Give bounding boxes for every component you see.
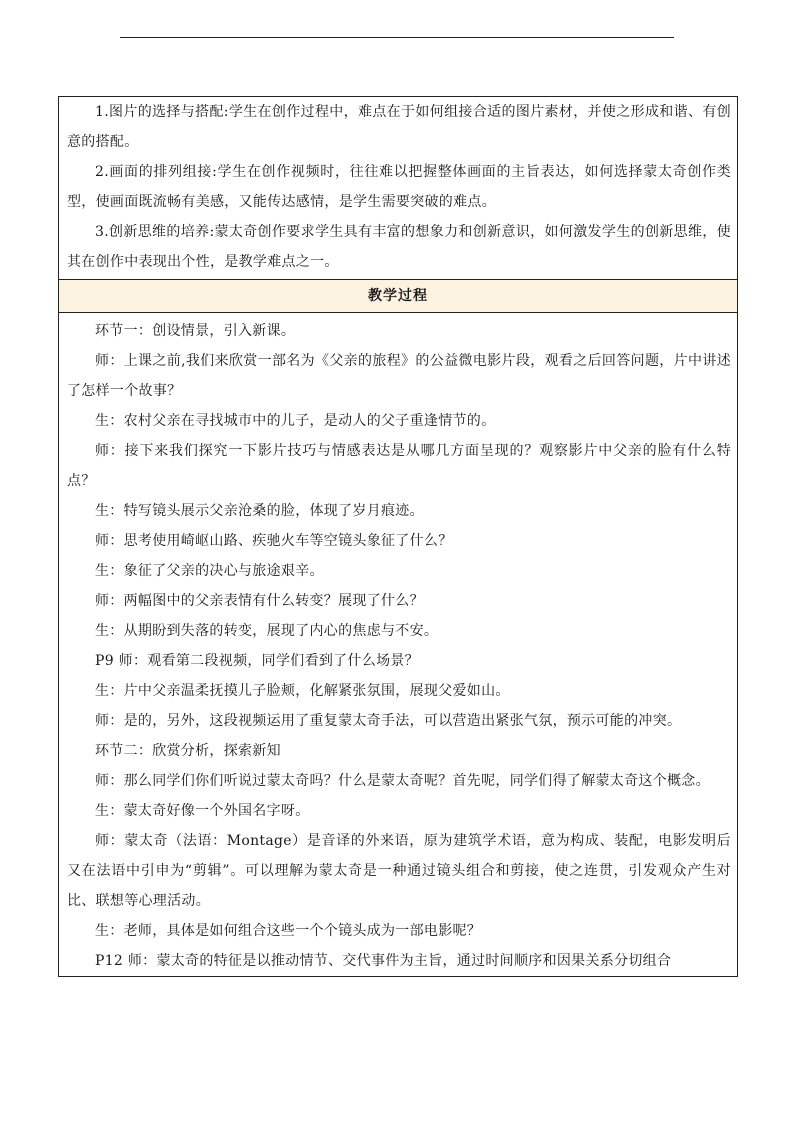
process-paragraph: 生：特写镜头展示父亲沧桑的脸，体现了岁月痕迹。 xyxy=(95,503,424,519)
lesson-plan-table xyxy=(58,96,738,977)
process-paragraph: 师：思考使用崎岖山路、疾驰火车等空镜头象征了什么？ xyxy=(95,533,453,549)
process-paragraph: 生：老师，具体是如何组合这些一个个镜头成为一部电影呢？ xyxy=(95,923,482,939)
process-paragraph: 生：从期盼到失落的转变，展现了内心的焦虑与不安。 xyxy=(95,623,439,639)
difficulty-paragraph: 2.画面的排列组接:学生在创作视频时，往往难以把握整体画面的主旨表达，如何选择蒙太奇创作类型，使画面既流畅有美感，又能传达感情，是学生需要突破的难点。 xyxy=(67,164,731,210)
teaching-difficulties-cell xyxy=(59,97,737,280)
process-paragraph: 生：象征了父亲的决心与旅途艰辛。 xyxy=(95,563,324,579)
process-paragraph: 环节一：创设情景，引入新课。 xyxy=(95,323,296,339)
process-paragraph: P9 师：观看第二段视频，同学们看到了什么场景？ xyxy=(95,653,419,669)
process-paragraph: P12 师：蒙太奇的特征是以推动情节、交代事件为主旨，通过时间顺序和因果关系分切组合 xyxy=(95,953,672,969)
process-paragraph: 师：蒙太奇（法语：Montage）是音译的外来语，原为建筑学术语，意为构成、装配，电影发明后又在法语中引申为“剪辑”。可以理解为蒙太奇是一种通过镜头组合和剪接，使之连贯，引发观众产生对比、联想等心理活动。 xyxy=(67,833,731,909)
process-paragraph: 生：农村父亲在寻找城市中的儿子，是动人的父子重逢情节的。 xyxy=(95,413,496,429)
process-paragraph: 生：蒙太奇好像一个外国名字呀。 xyxy=(95,803,310,819)
process-paragraph: 环节二：欣赏分析，探索新知 xyxy=(95,743,281,759)
process-paragraph: 师：那么同学们你们听说过蒙太奇吗？什么是蒙太奇呢？首先呢，同学们得了解蒙太奇这个概念。 xyxy=(95,773,710,789)
teaching-process-header: 教学过程 xyxy=(59,280,737,313)
process-paragraph: 师：上课之前,我们来欣赏一部名为《父亲的旅程》的公益微电影片段，观看之后回答问题，片中讲述了怎样一个故事？ xyxy=(67,353,731,399)
process-paragraph: 师：两幅图中的父亲表情有什么转变？展现了什么？ xyxy=(95,593,424,609)
header-rule xyxy=(120,37,674,38)
difficulty-paragraph: 3.创新思维的培养:蒙太奇创作要求学生具有丰富的想象力和创新意识，如何激发学生的创新思维，使其在创作中表现出个性，是教学难点之一。 xyxy=(67,224,731,270)
difficulty-paragraph: 1.图片的选择与搭配:学生在创作过程中，难点在于如何组接合适的图片素材，并使之形成和谐、有创意的搭配。 xyxy=(67,104,731,150)
process-paragraph: 生：片中父亲温柔抚摸儿子脸颊，化解紧张氛围，展现父爱如山。 xyxy=(95,683,510,699)
teaching-process-cell xyxy=(59,313,737,976)
process-paragraph: 师：是的，另外，这段视频运用了重复蒙太奇手法，可以营造出紧张气氛，预示可能的冲突。 xyxy=(95,713,682,729)
process-paragraph: 师：接下来我们探究一下影片技巧与情感表达是从哪几方面呈现的？观察影片中父亲的脸有什么特点？ xyxy=(67,443,731,489)
